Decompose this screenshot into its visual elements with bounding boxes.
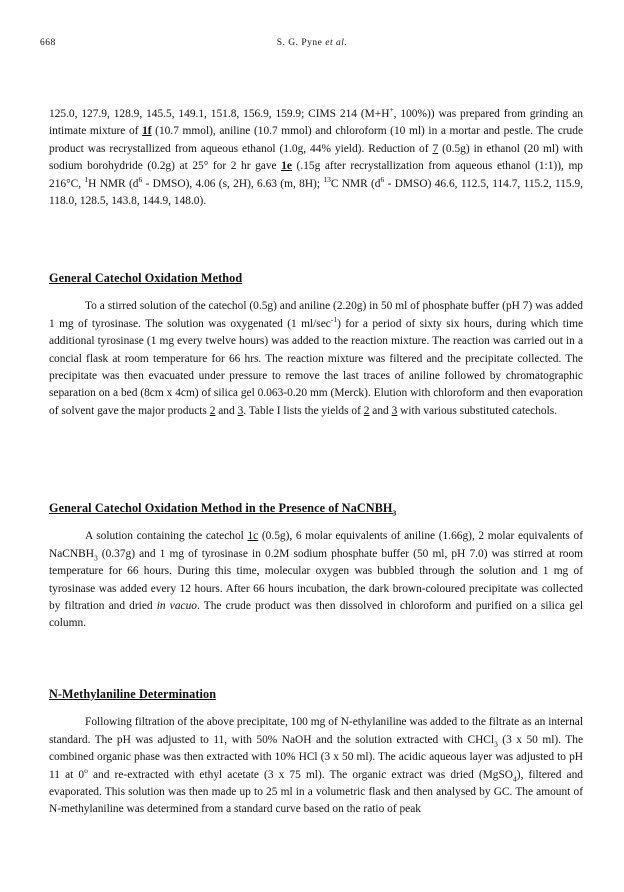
nacnbh3-paragraph: A solution containing the catechol 1c (0.5g), 6 molar equivalents of aniline (1.66g), 2 molar equivalents of NaCNBH$_3$ (0.37g) and 1 mg of tyrosinase in 0.2M sodium phosphate buffer (50 ml, pH 7.0) was stirred at room temperature for 66 hours. During this time, molecular oxygen was bubbled through the solution and 1 mg of tyrosinase was added every 12 hours. After 66 hours incubation, the dark brown-coloured precipitate was collected by filtration and dried in vacuo. The crude product was then dissolved in chloroform and purified on a silica gel column.: [49, 530, 584, 630]
nacnbh3-section: [49, 500, 583, 633]
running-head: [40, 38, 584, 48]
section-heading: General Catechol Oxidation Method: [49, 271, 243, 285]
compound-ref: 1f: [142, 125, 152, 138]
running-author: S. G. Pyne: [276, 38, 323, 48]
page-number: 668: [40, 38, 56, 48]
catechol-oxidation-section: [49, 270, 583, 420]
compound-ref: 3: [391, 404, 398, 417]
compound-ref: 7: [432, 142, 439, 155]
page-header: [40, 38, 584, 52]
continuation-section: [49, 106, 583, 210]
compound-ref: 2: [209, 404, 216, 417]
catechol-oxidation-paragraph: To a stirred solution of the catechol (0.5g) and aniline (2.20g) in 50 ml of phosphate buffer (pH 7) was added 1 mg of tyrosinase. The solution was oxygenated (1 $ml/\sec^{-1}$) for a period of sixty six hours, during which time additional tyrosinase (1 mg every twelve hours) was added to the reaction mixture. The reaction was carried out in a concial flask at room temperature for 66 hrs. The reaction mixture was filtered and the precipitate collected. The precipitate was then evacuated under pressure to remove the last traces of aniline followed by chromatographic separation on a bed (8cm x 4cm) of silica gel 0.063-0.20 mm (Merck). Elution with chloroform and then evaporation of solvent gave the major products 2 and 3. Table I lists the yields of 2 and 3 with various substituted catechols.: [49, 300, 583, 417]
section-heading: N-Methylaniline Determination: [49, 687, 217, 701]
compound-ref: 1e: [281, 160, 292, 173]
compound-ref: 2: [363, 404, 370, 417]
compound-ref: 1c: [247, 530, 259, 543]
n-methylaniline-section: [49, 686, 583, 819]
running-etal: et al.: [325, 38, 348, 48]
section-heading: General Catechol Oxidation Method in the Presence of NaCNBH$_3$: [49, 501, 397, 518]
compound-ref: 3: [237, 404, 244, 417]
n-methylaniline-paragraph: Following filtration of the above precipitate, 100 mg of N-ethylaniline was added to the filtrate as an internal standard. The pH was adjusted to 11, with 50% NaOH and the solution extracted with CHCl$_3$ (3 x 50 ml). The combined organic phase was then extracted with 10% HCl (3 x 50 ml). The acidic aqueous layer was adjusted to pH 11 at 0$^o$ and re-extracted with ethyl acetate (3 x 75 ml). The organic extract was dried (MgSO$_4$), filtered and evaporated. This solution was then made up to 25 ml in a volumetric flask and then analysed by GC. The amount of N-methylaniline was determined from a standard curve based on the ratio of peak: [49, 716, 584, 816]
continuation-paragraph: 125.0, 127.9, 128.9, 145.5, 149.1, 151.8, 156.9, 159.9; CIMS 214 (M+H+, 100%)) was prepared from grinding an intimate mixture of 1f (10.7 mmol), aniline (10.7 mmol) and chloroform (10 ml) in a mortar and pestle. The crude product was recrystallized from aqueous ethanol (1.0g, 44% yield). Reduction of 7 (0.5g) in ethanol (20 ml) with sodium borohydride (0.2g) at 25° for 2 hr gave 1e (.15g after recrystallization from aqueous ethanol (1:1)), mp 216°C, $^1$H NMR ($d^6$ - DMSO), 4.06 (s, 2H), 6.63 (m, 8H); $^{13}$C NMR ($d^6$ - DMSO) 46.6, 112.5, 114.7, 115.2, 115.9, 118.0, 128.5, 143.8, 144.9, 148.0).: [49, 105, 583, 208]
